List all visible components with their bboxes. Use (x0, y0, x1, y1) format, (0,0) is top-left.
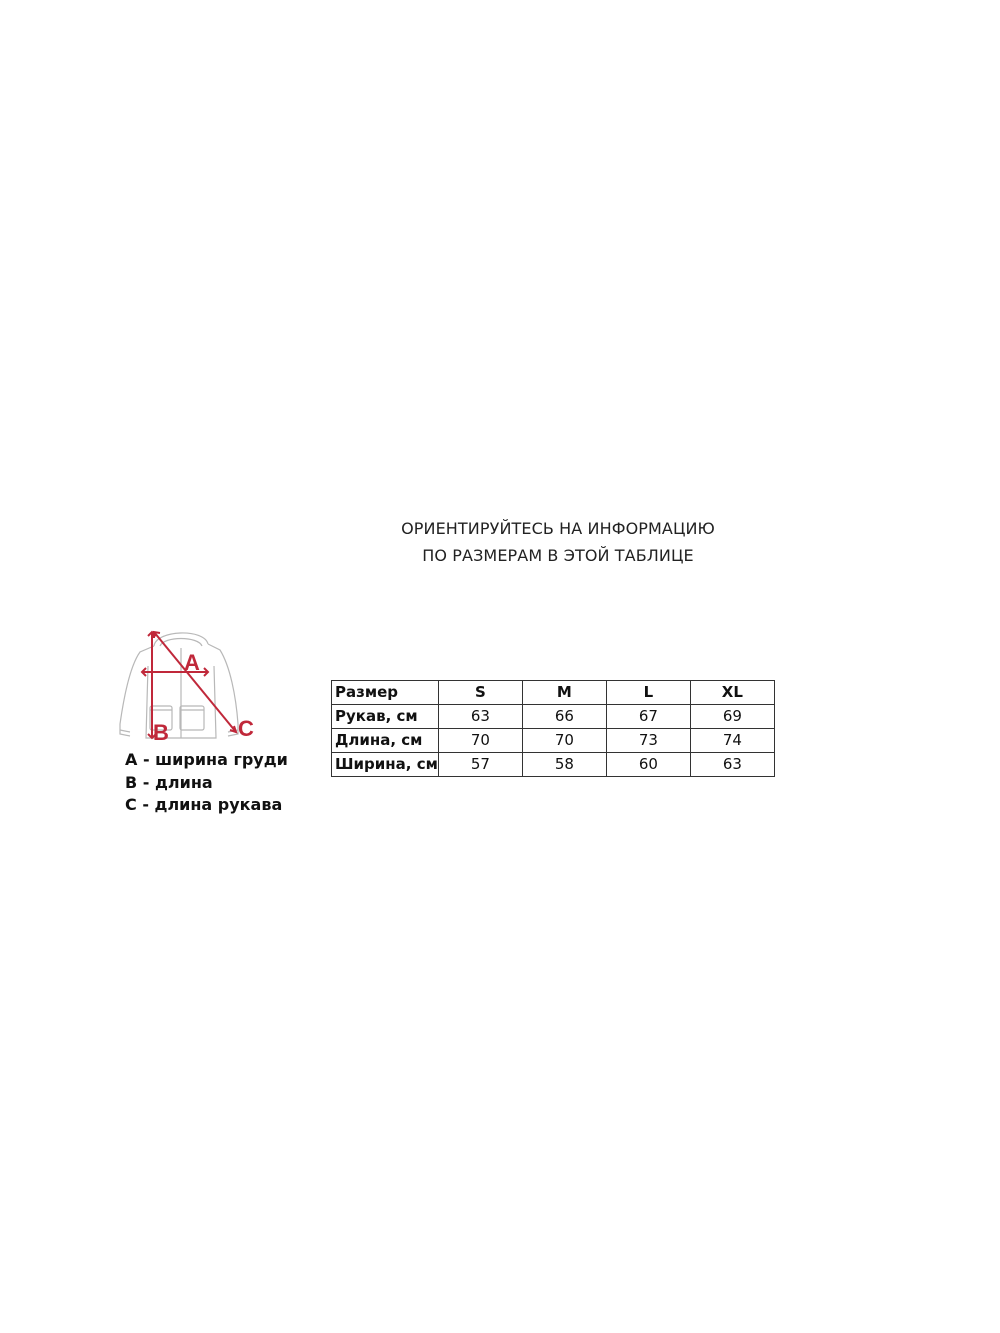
jacket-outline-icon (120, 633, 238, 738)
row-label: Длина, см (332, 729, 439, 753)
jacket-measurement-diagram (112, 626, 272, 752)
heading-line-1: ОРИЕНТИРУЙТЕСЬ НА ИНФОРМАЦИЮ (401, 519, 715, 538)
header-l: L (606, 681, 690, 705)
legend-item-b: B - длина (125, 772, 213, 792)
header-size: Размер (332, 681, 439, 705)
table-row (332, 729, 775, 753)
label-a: A (184, 650, 200, 675)
header-m: M (522, 681, 606, 705)
header-s: S (438, 681, 522, 705)
heading-line-2: ПО РАЗМЕРАМ В ЭТОЙ ТАБЛИЦЕ (422, 546, 694, 565)
table-cell: 66 (522, 705, 606, 729)
size-chart-heading (330, 515, 786, 569)
table-cell: 63 (690, 753, 774, 777)
legend-item-c: C - длина рукава (125, 795, 283, 814)
table-cell: 63 (438, 705, 522, 729)
row-label: Ширина, см (332, 753, 439, 777)
legend-item-a: A - ширина груди (125, 750, 288, 769)
label-b: B (153, 720, 169, 745)
table-cell: 70 (438, 729, 522, 753)
table-cell: 70 (522, 729, 606, 753)
label-c: C (238, 716, 254, 741)
table-row (332, 705, 775, 729)
table-row (332, 753, 775, 777)
table-cell: 60 (606, 753, 690, 777)
table-cell: 57 (438, 753, 522, 777)
table-cell: 73 (606, 729, 690, 753)
row-label: Рукав, см (332, 705, 439, 729)
table-cell: 74 (690, 729, 774, 753)
table-cell: 69 (690, 705, 774, 729)
table-header-row (332, 681, 775, 705)
table-cell: 58 (522, 753, 606, 777)
table-cell: 67 (606, 705, 690, 729)
header-xl: XL (690, 681, 774, 705)
size-table (331, 680, 775, 777)
measurement-legend (125, 749, 288, 817)
